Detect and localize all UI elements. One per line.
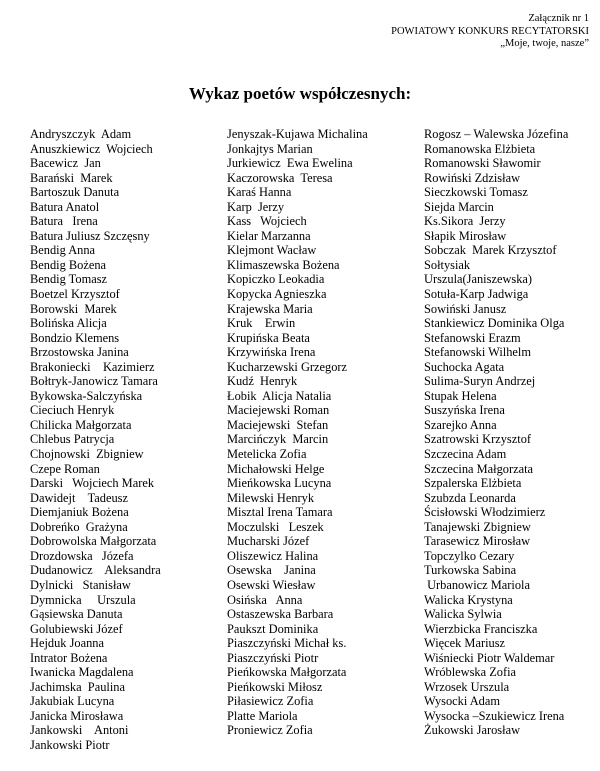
poet-name-entry: Szpalerska Elżbieta xyxy=(424,476,522,491)
poet-name-entry: Piaszczyński Piotr xyxy=(227,650,319,665)
poet-name-entry: Metelicka Zofia xyxy=(227,447,307,462)
poet-name-entry: Barański Marek xyxy=(30,170,113,185)
poet-name-entry: Romanowska Elżbieta xyxy=(424,141,536,156)
poet-name-entry: Intrator Bożena xyxy=(30,650,108,665)
poet-name-entry: Szczecina Adam xyxy=(424,447,507,462)
poet-name-entry: Batura Juliusz Szczęsny xyxy=(30,228,150,243)
poet-name-entry: Cieciuch Henryk xyxy=(30,403,115,418)
poet-name-entry: Osińska Anna xyxy=(227,592,303,607)
poets-column-2 xyxy=(227,127,368,738)
poet-name-entry: Brzostowska Janina xyxy=(30,345,129,360)
poet-name-entry: Ścisłowski Włodzimierz xyxy=(424,505,546,520)
poet-name-entry: Romanowski Sławomir xyxy=(424,156,541,171)
poet-name-entry: Pieńkowska Małgorzata xyxy=(227,665,347,680)
poet-name-entry: Maciejewski Roman xyxy=(227,403,330,418)
poet-name-entry: Sotuła-Karp Jadwiga xyxy=(424,287,529,302)
poet-name-entry: Wierzbicka Franciszka xyxy=(424,621,538,636)
poet-name-entry: Brakoniecki Kazimierz xyxy=(30,359,155,374)
poet-name-entry: Jankowski Piotr xyxy=(30,737,110,752)
poet-name-entry: Kruk Erwin xyxy=(227,316,296,331)
document-header xyxy=(391,13,589,51)
poet-name-entry: Dobrowolska Małgorzata xyxy=(30,534,157,549)
poet-name-entry: Janicka Mirosława xyxy=(30,708,124,723)
poet-name-entry: Dymnicka Urszula xyxy=(30,592,136,607)
poet-name-entry: Topczylko Cezary xyxy=(424,548,515,563)
poet-name-entry: Gąsiewska Danuta xyxy=(30,607,123,622)
poet-name-entry: Jakubiak Lucyna xyxy=(30,694,115,709)
poet-name-entry: Walicka Krystyna xyxy=(424,592,513,607)
poet-name-entry: Platte Mariola xyxy=(227,708,298,723)
poet-name-entry: Wróblewska Zofia xyxy=(424,665,517,680)
poet-name-entry: Kass Wojciech xyxy=(227,214,307,229)
poet-name-entry: Sowiński Janusz xyxy=(424,301,507,316)
poet-name-entry: Słapik Mirosław xyxy=(424,228,507,243)
poet-name-entry: Stupak Helena xyxy=(424,388,497,403)
poet-name-entry: Chojnowski Zbigniew xyxy=(30,447,144,462)
poet-name-entry: Sieczkowski Tomasz xyxy=(424,185,528,200)
poet-name-entry: Wysocki Adam xyxy=(424,694,500,709)
poet-name-entry: Urszula(Janiszewska) xyxy=(424,272,533,287)
attachment-label: Załącznik nr 1 xyxy=(528,13,589,24)
poets-column-1 xyxy=(30,127,161,753)
poet-name-entry: Suchocka Agata xyxy=(424,359,505,374)
poet-name-entry: Kaczorowska Teresa xyxy=(227,170,333,185)
poet-name-entry: Osewski Wiesław xyxy=(227,577,316,592)
poet-name-entry: Dawidejt Tadeusz xyxy=(30,490,128,505)
poet-name-entry: Kopiczko Leokadia xyxy=(227,272,325,287)
poet-name-entry: Czepe Roman xyxy=(30,461,100,476)
poet-name-entry: Karaś Hanna xyxy=(227,185,292,200)
poet-name-entry: Proniewicz Zofia xyxy=(227,723,313,738)
poet-name-entry: Sołtysiak xyxy=(424,257,471,272)
poet-name-entry: Misztal Irena Tamara xyxy=(227,505,333,520)
poet-name-entry: Diemjaniuk Bożena xyxy=(30,505,129,520)
poet-name-entry: Kucharzewski Grzegorz xyxy=(227,359,348,374)
poet-name-entry: Jenyszak-Kujawa Michalina xyxy=(227,127,368,141)
poet-name-entry: Krzywińska Irena xyxy=(227,345,316,360)
poet-name-entry: Wrzosek Urszula xyxy=(424,679,510,694)
poet-name-entry: Bołtryk-Janowicz Tamara xyxy=(30,374,158,389)
poet-name-entry: Bondzio Klemens xyxy=(30,330,120,345)
poet-name-entry: Szarejko Anna xyxy=(424,417,497,432)
poet-name-entry: Jonkajtys Marian xyxy=(227,141,313,156)
poet-name-entry: Rogosz – Walewska Józefina xyxy=(424,127,569,141)
contest-motto: „Moje, twoje, nasze” xyxy=(500,38,589,49)
poet-name-entry: Jankowski Antoni xyxy=(30,723,129,738)
poet-name-entry: Drozdowska Józefa xyxy=(30,548,134,563)
poet-name-entry: Moczulski Leszek xyxy=(227,519,324,534)
poet-name-entry: Krupińska Beata xyxy=(227,330,310,345)
poet-name-entry: Hejduk Joanna xyxy=(30,636,104,651)
poet-name-entry: Tanajewski Zbigniew xyxy=(424,519,531,534)
poet-name-entry: Więcek Mariusz xyxy=(424,636,506,651)
poet-name-entry: Oliszewicz Halina xyxy=(227,548,319,563)
poet-name-entry: Anuszkiewicz Wojciech xyxy=(30,141,153,156)
poet-name-entry: Wiśniecki Piotr Waldemar xyxy=(424,650,555,665)
poet-name-entry: Iwanicka Magdalena xyxy=(30,665,134,680)
poet-name-entry: Bartoszuk Danuta xyxy=(30,185,120,200)
poet-name-entry: Ostaszewska Barbara xyxy=(227,607,334,622)
poet-name-entry: Marcińczyk Marcin xyxy=(227,432,329,447)
poet-name-entry: Szubzda Leonarda xyxy=(424,490,516,505)
poet-name-entry: Jachimska Paulina xyxy=(30,679,125,694)
poet-name-entry: Andryszczyk Adam xyxy=(30,127,132,141)
poet-name-entry: Walicka Sylwia xyxy=(424,607,502,622)
poet-name-entry: Mieńkowska Lucyna xyxy=(227,476,332,491)
poet-name-entry: Dylnicki Stanisław xyxy=(30,577,131,592)
page-title: Wykaz poetów współczesnych: xyxy=(188,84,412,103)
poet-name-entry: Sulima-Suryn Andrzej xyxy=(424,374,536,389)
poet-name-entry: Rowiński Zdzisław xyxy=(424,170,521,185)
poet-name-entry: Kudź Henryk xyxy=(227,374,298,389)
poet-name-entry: Darski Wojciech Marek xyxy=(30,476,155,491)
poet-name-entry: Jurkiewicz Ewa Ewelina xyxy=(227,156,353,171)
poet-name-entry: Batura Anatol xyxy=(30,199,100,214)
poet-name-entry: Bykowska-Salczyńska xyxy=(30,388,143,403)
poet-name-entry: Ks.Sikora Jerzy xyxy=(424,214,506,229)
poet-name-entry: Pieńkowski Miłosz xyxy=(227,679,323,694)
poets-column-3 xyxy=(424,127,568,738)
poet-name-entry: Piłasiewicz Zofia xyxy=(227,694,314,709)
poet-name-entry: Tarasewicz Mirosław xyxy=(424,534,531,549)
poet-name-entry: Szczecina Małgorzata xyxy=(424,461,534,476)
poet-name-entry: Kopycka Agnieszka xyxy=(227,287,327,302)
poet-name-entry: Żukowski Jarosław xyxy=(424,723,521,738)
poet-name-entry: Stefanowski Erazm xyxy=(424,330,521,345)
poet-name-entry: Chilicka Małgorzata xyxy=(30,417,132,432)
poet-name-entry: Milewski Henryk xyxy=(227,490,315,505)
poet-name-entry: Batura Irena xyxy=(30,214,98,229)
poet-name-entry: Kielar Marzanna xyxy=(227,228,311,243)
poet-name-entry: Borowski Marek xyxy=(30,301,117,316)
poet-name-entry: Klejmont Wacław xyxy=(227,243,317,258)
poet-name-entry: Stefanowski Wilhelm xyxy=(424,345,531,360)
poet-name-entry: Chlebus Patrycja xyxy=(30,432,115,447)
poet-name-entry: Osewska Janina xyxy=(227,563,316,578)
poet-name-entry: Dudanowicz Aleksandra xyxy=(30,563,161,578)
poet-name-entry: Maciejewski Stefan xyxy=(227,417,329,432)
poet-name-entry: Bendig Anna xyxy=(30,243,96,258)
contest-name: POWIATOWY KONKURS RECYTATORSKI xyxy=(391,25,589,37)
poet-name-entry: Bolińska Alicja xyxy=(30,316,107,331)
poet-name-entry: Piaszczyński Michał ks. xyxy=(227,636,347,651)
poet-name-entry: Michałowski Helge xyxy=(227,461,325,476)
poet-name-entry: Urbanowicz Mariola xyxy=(424,577,530,592)
poet-name-entry: Wysocka –Szukiewicz Irena xyxy=(424,708,565,723)
poet-name-entry: Paukszt Dominika xyxy=(227,621,319,636)
poet-name-entry: Szatrowski Krzysztof xyxy=(424,432,532,447)
poet-name-entry: Krajewska Maria xyxy=(227,301,313,316)
poet-name-entry: Suszyńska Irena xyxy=(424,403,505,418)
poet-name-entry: Mucharski Józef xyxy=(227,534,310,549)
poet-name-entry: Łobik Alicja Natalia xyxy=(227,388,332,403)
poet-name-entry: Bendig Bożena xyxy=(30,257,107,272)
poet-name-entry: Boetzel Krzysztof xyxy=(30,287,120,302)
poet-name-entry: Siejda Marcin xyxy=(424,199,494,214)
poet-name-entry: Stankiewicz Dominika Olga xyxy=(424,316,565,331)
poet-name-entry: Sobczak Marek Krzysztof xyxy=(424,243,557,258)
poet-name-entry: Bacewicz Jan xyxy=(30,156,101,171)
poet-name-entry: Klimaszewska Bożena xyxy=(227,257,340,272)
poet-name-entry: Dobreńko Grażyna xyxy=(30,519,128,534)
poet-name-entry: Bendig Tomasz xyxy=(30,272,108,287)
poet-name-entry: Golubiewski Józef xyxy=(30,621,123,636)
poet-name-entry: Turkowska Sabina xyxy=(424,563,517,578)
poet-name-entry: Karp Jerzy xyxy=(227,199,285,214)
